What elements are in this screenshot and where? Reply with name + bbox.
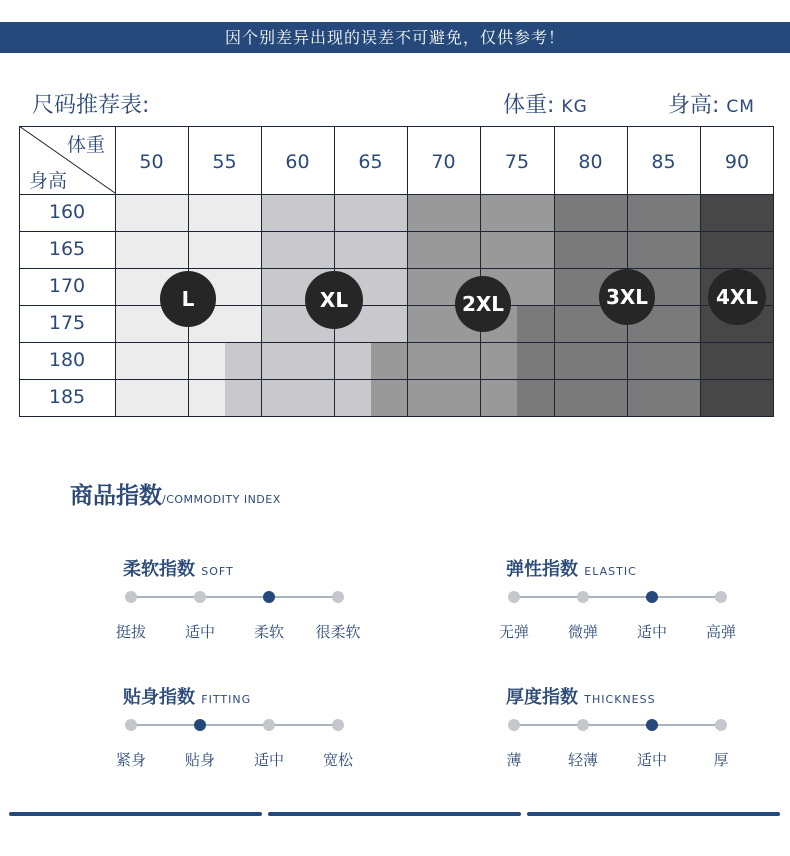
elastic-title-sub: ELASTIC	[584, 565, 637, 578]
height-unit-label	[668, 88, 755, 119]
soft-level-dot	[125, 591, 137, 603]
height-row-label: 165	[48, 238, 86, 260]
weight-header: 80	[578, 151, 603, 173]
elastic-index	[498, 555, 766, 665]
size-badge-2xl: 2XL	[455, 276, 511, 332]
weight-header: 85	[651, 151, 676, 173]
elastic-level-dot	[646, 591, 658, 603]
size-zone-cell	[115, 379, 225, 417]
weight-header: 60	[285, 151, 310, 173]
elastic-level-label: 适中	[636, 623, 667, 641]
size-badge-xl: XL	[305, 271, 363, 329]
height-row-label: 170	[48, 275, 86, 297]
weight-unit-text: KG	[561, 97, 588, 117]
elastic-level-dot	[577, 591, 589, 603]
grid-row-line	[19, 268, 774, 269]
fitting-level-dot	[194, 719, 206, 731]
height-row-label: 160	[48, 201, 86, 223]
soft-level-label: 适中	[184, 623, 215, 641]
height-row-label: 180	[48, 349, 86, 371]
size-zone-cell	[371, 379, 517, 417]
elastic-level-dot	[508, 591, 520, 603]
size-zone-cell	[371, 342, 517, 379]
size-zone-cell	[700, 231, 774, 268]
thickness-index-title	[506, 683, 656, 709]
size-zone-cell	[115, 342, 225, 379]
soft-level-label: 柔软	[253, 623, 284, 641]
size-zone-cell	[517, 379, 700, 417]
grid-row-line	[19, 194, 774, 195]
size-zone-cell	[225, 379, 371, 417]
elastic-title-text: 弹性指数	[506, 559, 578, 580]
thickness-level-dot	[508, 719, 520, 731]
grid-row-line	[19, 379, 774, 380]
soft-level-dot	[263, 591, 275, 603]
fitting-title-sub: FITTING	[201, 693, 252, 706]
size-badge-4xl: 4XL	[708, 269, 766, 325]
weight-unit-label	[503, 88, 588, 119]
size-zone-cell	[700, 342, 774, 379]
elastic-level-dot	[715, 591, 727, 603]
size-zone-cell	[225, 342, 371, 379]
fitting-title-text: 贴身指数	[123, 687, 195, 708]
fitting-level-label: 贴身	[184, 751, 215, 769]
size-zone-cell	[700, 194, 774, 231]
soft-title-text: 柔软指数	[123, 559, 195, 580]
fitting-index	[115, 683, 383, 793]
soft-level-dot	[194, 591, 206, 603]
soft-scale-track	[131, 596, 338, 598]
weight-header: 55	[212, 151, 237, 173]
soft-level-label: 很柔软	[315, 623, 361, 641]
elastic-level-label: 无弹	[498, 623, 529, 641]
weight-header: 70	[431, 151, 456, 173]
thickness-level-dot	[577, 719, 589, 731]
fitting-scale-track	[131, 724, 338, 726]
commodity-subtitle: /COMMODITY INDEX	[162, 493, 281, 506]
size-badge-l: L	[160, 271, 216, 327]
commodity-title-text: 商品指数	[70, 483, 162, 509]
thickness-level-label: 厚	[713, 751, 729, 769]
soft-title-sub: SOFT	[201, 565, 234, 578]
soft-index-title	[123, 555, 234, 581]
thickness-title-sub: THICKNESS	[584, 693, 656, 706]
corner-height-label: 身高	[29, 170, 68, 192]
fitting-level-label: 适中	[253, 751, 284, 769]
elastic-level-label: 高弹	[705, 623, 736, 641]
fitting-index-title	[123, 683, 251, 709]
soft-level-dot	[332, 591, 344, 603]
thickness-level-dot	[715, 719, 727, 731]
grid-row-line	[19, 342, 774, 343]
corner-weight-label: 体重	[67, 134, 106, 156]
thickness-title-text: 厚度指数	[506, 687, 578, 708]
soft-level-label: 挺拔	[115, 623, 146, 641]
size-badge-3xl: 3XL	[599, 269, 655, 325]
thickness-level-label: 适中	[636, 751, 667, 769]
thickness-index	[506, 683, 766, 793]
fitting-level-label: 宽松	[322, 751, 353, 769]
fitting-level-dot	[332, 719, 344, 731]
commodity-index-title	[70, 477, 281, 510]
weight-header: 50	[139, 151, 164, 173]
soft-index	[115, 555, 383, 665]
thickness-scale-track	[514, 724, 721, 726]
fitting-level-label: 紧身	[115, 751, 146, 769]
fitting-level-dot	[263, 719, 275, 731]
size-zone-cell	[700, 379, 774, 417]
weight-header: 90	[724, 151, 750, 173]
footer-divider-right	[527, 812, 780, 816]
thickness-level-label: 轻薄	[567, 751, 598, 769]
weight-label-text: 体重:	[503, 93, 555, 118]
grid-row-line	[19, 416, 774, 417]
height-row-label: 175	[48, 312, 86, 334]
thickness-level-dot	[646, 719, 658, 731]
size-chart-grid	[19, 126, 774, 417]
grid-row-line	[19, 231, 774, 232]
size-chart-title: 尺码推荐表:	[32, 93, 150, 118]
notice-banner: 因个别差异出现的误差不可避免，仅供参考！	[0, 22, 790, 53]
height-row-label: 185	[48, 386, 86, 408]
weight-header: 75	[504, 151, 530, 173]
elastic-level-label: 微弹	[567, 623, 598, 641]
fitting-level-dot	[125, 719, 137, 731]
elastic-scale-track	[514, 596, 721, 598]
grid-row-line	[19, 305, 774, 306]
footer-divider-middle	[268, 812, 521, 816]
weight-header: 65	[358, 151, 383, 173]
thickness-level-label: 薄	[506, 751, 522, 769]
height-label-text: 身高:	[668, 93, 720, 118]
height-unit-text: CM	[726, 97, 755, 117]
size-zone-cell	[517, 342, 700, 379]
footer-divider-left	[9, 812, 262, 816]
elastic-index-title	[506, 555, 637, 581]
